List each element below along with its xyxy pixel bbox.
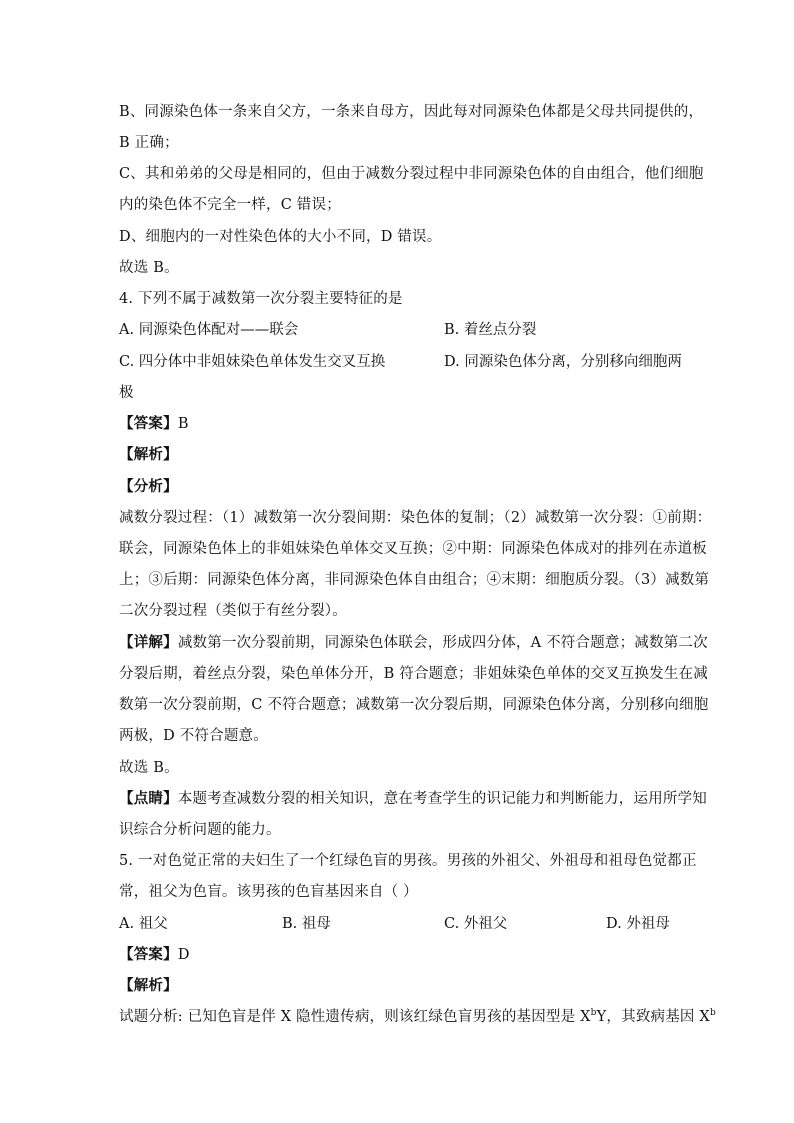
text-line: B、同源染色体一条来自父方，一条来自母方，因此每对同源染色体都是父母共同提供的，	[119, 104, 704, 120]
q4-option-d-cont: 极	[119, 385, 134, 401]
text-line: 二次分裂过程（类似于有丝分裂）。	[119, 603, 347, 619]
comment-text: 本题考查减数分裂的相关知识，意在考查学生的识记能力和判断能力，运用所学知	[177, 791, 708, 807]
q5-analysis-text: 试题分析: 已知色盲是伴 X 隐性遗传病，则该红绿色盲男孩的基因型是 $X^bY$，其致病基因 $X^b$	[119, 1008, 716, 1025]
q4-analysis-tag: 【解析】	[119, 446, 178, 463]
q4-option-c: C. 四分体中非姐妹染色单体发生交叉互换	[119, 354, 386, 370]
q5-option-a: A. 祖父	[119, 916, 168, 932]
question-5-stem: 5. 一对色觉正常的夫妇生了一个红绿色盲的男孩。男孩的外祖父、外祖母和祖母色觉都正	[119, 853, 697, 869]
answer-value: B	[177, 416, 189, 432]
text-line: 识综合分析问题的能力。	[119, 822, 281, 838]
q4-answer	[119, 414, 189, 434]
text-line: 数第一次分裂前期，C 不符合题意；减数第一次分裂后期，同源染色体分离，分别移向细胞	[119, 697, 709, 713]
q5-analysis-tag: 【解析】	[119, 977, 178, 994]
q4-comment	[119, 789, 707, 809]
q4-fenxi-tag: 【分析】	[119, 478, 178, 495]
text-line: C、其和弟弟的父母是相同的，但由于减数分裂过程中非同源染色体的自由组合，他们细胞	[119, 166, 704, 182]
q5-answer	[119, 945, 190, 965]
q4-detail	[119, 633, 708, 653]
text-line: D、细胞内的一对性染色体的大小不同，D 错误。	[119, 229, 442, 245]
text-line: 故选 B。	[119, 260, 179, 276]
detail-tag: 【详解】	[119, 634, 178, 651]
text-line: 两极，D 不符合题意。	[119, 728, 268, 744]
q4-option-b: B. 着丝点分裂	[444, 322, 537, 338]
detail-text: 减数第一次分裂前期，同源染色体联会，形成四分体，A 不符合题意；减数第二次	[177, 635, 708, 651]
comment-tag: 【点睛】	[119, 790, 178, 807]
answer-value: D	[177, 947, 190, 963]
text-line: 联会，同源染色体上的非姐妹染色单体交叉互换；②中期：同源染色体成对的排列在赤道板	[119, 541, 707, 557]
text-line: 减数分裂过程：（1）减数第一次分裂间期：染色体的复制；（2）减数第一次分裂：①前期：	[119, 510, 712, 526]
q5-option-b: B. 祖母	[282, 916, 331, 932]
q5-option-c: C. 外祖父	[444, 916, 508, 932]
text-line: 故选 B。	[119, 760, 179, 776]
question-5-stem-cont: 常，祖父为色盲。该男孩的色盲基因来自（ ）	[119, 884, 418, 900]
text-line: 分裂后期，着丝点分裂，染色单体分开，B 符合题意；非姐妹染色单体的交叉互换发生在减	[119, 666, 708, 682]
answer-tag: 【答案】	[119, 415, 178, 432]
question-4-stem: 4. 下列不属于减数第一次分裂主要特征的是	[119, 291, 403, 307]
q5-option-d: D. 外祖母	[606, 916, 670, 932]
q4-option-a: A. 同源染色体配对——联会	[119, 322, 299, 338]
text-line: 内的染色体不完全一样，C 错误；	[119, 197, 341, 213]
answer-tag: 【答案】	[119, 946, 178, 963]
text-line: B 正确；	[119, 135, 179, 151]
text-line: 上；③后期：同源染色体分离，非同源染色体自由组合；④末期：细胞质分裂。（3）减数第	[119, 572, 710, 588]
q4-option-d: D. 同源染色体分离，分别移向细胞两	[444, 354, 682, 370]
